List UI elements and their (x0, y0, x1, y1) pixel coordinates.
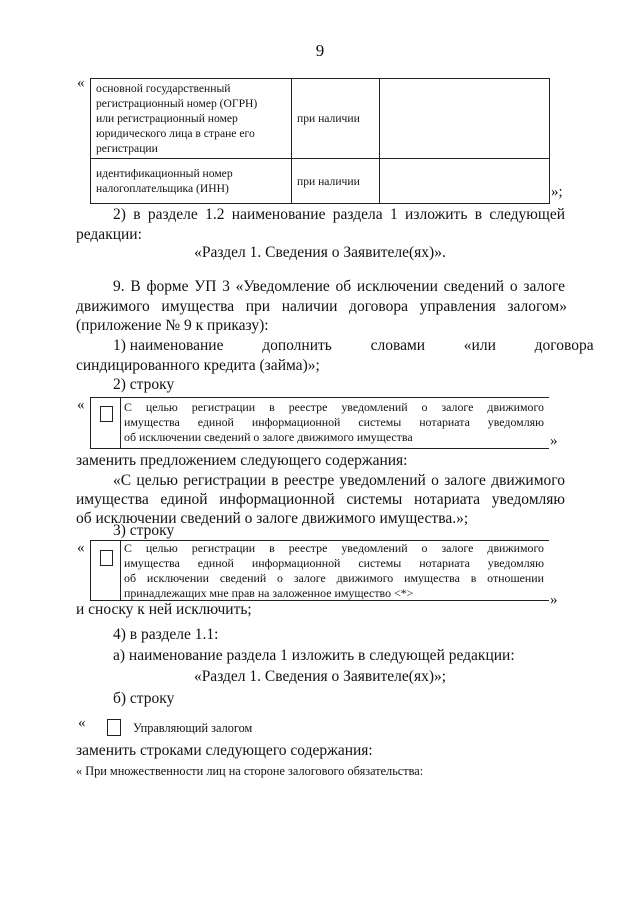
section-heading: «Раздел 1. Сведения о Заявителе(ях)»; (193, 668, 447, 685)
paragraph-9-cont: движимого имущества при наличии договора управления залогом» (76, 298, 567, 315)
paragraph-2: 2) в разделе 1.2 наименование раздела 1 изложить в следующей (113, 206, 565, 223)
cell-divider (120, 397, 121, 448)
page-number: 9 (315, 41, 325, 60)
opening-quote: « (77, 75, 85, 91)
item-4a: а) наименование раздела 1 изложить в следующей редакции: (113, 647, 515, 664)
checkbox-icon (100, 406, 113, 422)
item-2: 2) строку (113, 376, 175, 393)
pledge-manager-label: Управляющий залогом (133, 721, 253, 735)
notice-text: С целью регистрации в реестре уведомлений о залоге движимого имущества единой информационной системы нотариата уведомляю об исключении сведений о залоге движимого имущества (124, 400, 544, 444)
table-row (91, 79, 550, 159)
paragraph-9-cont: (приложение № 9 к приказу): (76, 317, 269, 334)
registration-table (90, 78, 550, 204)
table-cell-condition: при наличии (292, 79, 380, 159)
replace-instruction: заменить строками следующего содержания: (76, 742, 373, 759)
item-3: 3) строку (113, 522, 175, 539)
opening-quote: « (77, 540, 85, 556)
item-4b: б) строку (113, 690, 175, 707)
checkbox-icon (100, 550, 113, 566)
replace-instruction: заменить предложением следующего содержания: (76, 452, 408, 469)
closing-quote: » (550, 433, 558, 449)
item-4: 4) в разделе 1.1: (113, 626, 219, 643)
closing-quote: »; (551, 184, 563, 200)
table-cell-name: основной государственный регистрационный номер (ОГРН) или регистрационный номер юридического лица в стране его регистрации (91, 79, 292, 159)
opening-quote: « (77, 397, 85, 413)
table-cell-value (380, 79, 550, 159)
notice-text: С целью регистрации в реестре уведомлений о залоге движимого имущества единой информационной системы нотариата уведомляю об исключении сведений о залоге движимого имущества в отношении принадлежащих мне прав на заложенное имущество <*> (124, 541, 544, 600)
new-sentence: «С целью регистрации в реестре уведомлений о залоге движимого (113, 472, 565, 489)
table-row (91, 159, 550, 204)
opening-quote: « (78, 715, 86, 731)
footnote-instruction: и сноску к ней исключить; (76, 601, 252, 618)
item-1-cont: синдицированного кредита (займа)»; (76, 357, 320, 374)
paragraph-2-cont: редакции: (76, 226, 142, 243)
item-1: 1) наименование дополнить словами «или договора (113, 337, 594, 354)
final-line: « При множественности лиц на стороне залогового обязательства: (76, 764, 424, 778)
section-heading: «Раздел 1. Сведения о Заявителе(ях)». (194, 244, 446, 261)
cell-divider (120, 540, 121, 600)
table-cell-condition: при наличии (292, 159, 380, 204)
new-sentence-cont: имущества единой информационной системы нотариата уведомляю (76, 491, 565, 508)
closing-quote: » (550, 592, 558, 608)
table-cell-value (380, 159, 550, 204)
table-cell-name: идентификационный номер налогоплательщика (ИНН) (91, 159, 292, 204)
paragraph-9: 9. В форме УП 3 «Уведомление об исключении сведений о залоге (113, 278, 565, 295)
new-sentence-cont: об исключении сведений о залоге движимого имущества.»; (76, 510, 469, 527)
checkbox-icon (107, 719, 121, 736)
